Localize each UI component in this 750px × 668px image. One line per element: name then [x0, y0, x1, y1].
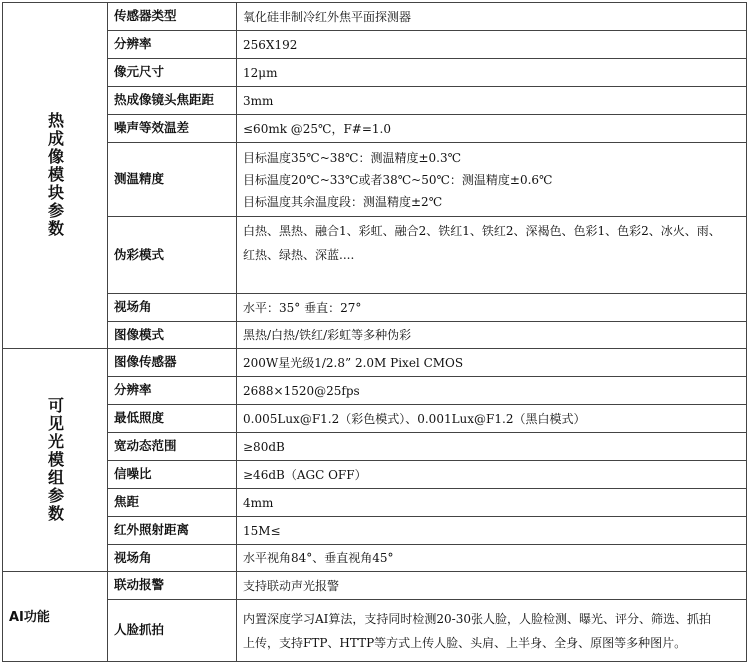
table-row: [3, 3, 747, 31]
row-value: 256X192: [237, 31, 747, 59]
table-row: [3, 349, 747, 377]
table-row: [3, 322, 747, 349]
row-value: 目标温度35℃~38℃：测温精度±0.3℃ 目标温度20℃~33℃或者38℃~50℃：测温精度±0.6℃ 目标温度其余温度段：测温精度±2℃: [237, 143, 747, 217]
table-row: [3, 143, 747, 217]
row-value: ≤60mk @25℃，F#=1.0: [237, 115, 747, 143]
table-row: [3, 572, 747, 600]
table-row: [3, 517, 747, 545]
row-value: 2688×1520@25fps: [237, 377, 747, 405]
table-row: [3, 294, 747, 322]
row-value: 黑热/白热/铁红/彩虹等多种伪彩: [237, 322, 747, 349]
table-row: [3, 600, 747, 662]
row-label: 焦距: [108, 489, 237, 517]
table-row: [3, 433, 747, 461]
row-label: 分辨率: [108, 377, 237, 405]
row-label: 视场角: [108, 545, 237, 572]
row-label: 测温精度: [108, 143, 237, 217]
row-value: 0.005Lux@F1.2（彩色模式）、0.001Lux@F1.2（黑白模式）: [237, 405, 747, 433]
spec-table: [2, 2, 747, 662]
table-row: [3, 217, 747, 294]
row-value: 白热、黑热、融合1、彩虹、融合2、铁红1、铁红2、深褐色、色彩1、色彩2、冰火、雨、 红热、绿热、深蓝....: [237, 217, 747, 294]
row-label: 分辨率: [108, 31, 237, 59]
row-label: 宽动态范围: [108, 433, 237, 461]
row-value: 15M≤: [237, 517, 747, 545]
row-value: 支持联动声光报警: [237, 572, 747, 600]
row-label: 像元尺寸: [108, 59, 237, 87]
table-row: [3, 115, 747, 143]
row-value: ≥46dB（AGC OFF）: [237, 461, 747, 489]
row-value: 200W星光级1/2.8” 2.0M Pixel CMOS: [237, 349, 747, 377]
row-label: 信噪比: [108, 461, 237, 489]
row-value: 氧化硅非制冷红外焦平面探测器: [237, 3, 747, 31]
table-row: [3, 489, 747, 517]
row-label: 视场角: [108, 294, 237, 322]
row-label: 传感器类型: [108, 3, 237, 31]
table-row: [3, 405, 747, 433]
row-value: 4mm: [237, 489, 747, 517]
section-title-visible: 可见光模组参数: [3, 349, 108, 572]
row-label: 图像模式: [108, 322, 237, 349]
table-row: [3, 59, 747, 87]
row-label: 联动报警: [108, 572, 237, 600]
row-label: 图像传感器: [108, 349, 237, 377]
row-value: 12μm: [237, 59, 747, 87]
table-row: [3, 31, 747, 59]
row-value: 水平视角84°、垂直视角45°: [237, 545, 747, 572]
table-row: [3, 377, 747, 405]
table-row: [3, 461, 747, 489]
table-row: [3, 87, 747, 115]
row-value: ≥80dB: [237, 433, 747, 461]
row-label: 噪声等效温差: [108, 115, 237, 143]
row-label: 红外照射距离: [108, 517, 237, 545]
section-title-thermal: 热成像模块参数: [3, 3, 108, 349]
row-label: 伪彩模式: [108, 217, 237, 294]
row-value: 内置深度学习AI算法，支持同时检测20-30张人脸，人脸检测、曝光、评分、筛选、抓拍 上传，支持FTP、HTTP等方式上传人脸、头肩、上半身、全身、原图等多种图片。: [237, 600, 747, 662]
row-label: 最低照度: [108, 405, 237, 433]
row-label: 热成像镜头焦距距: [108, 87, 237, 115]
row-value: 水平：35° 垂直：27°: [237, 294, 747, 322]
section-title-ai: AI功能: [3, 572, 108, 662]
row-value: 3mm: [237, 87, 747, 115]
row-label: 人脸抓拍: [108, 600, 237, 662]
table-row: [3, 545, 747, 572]
